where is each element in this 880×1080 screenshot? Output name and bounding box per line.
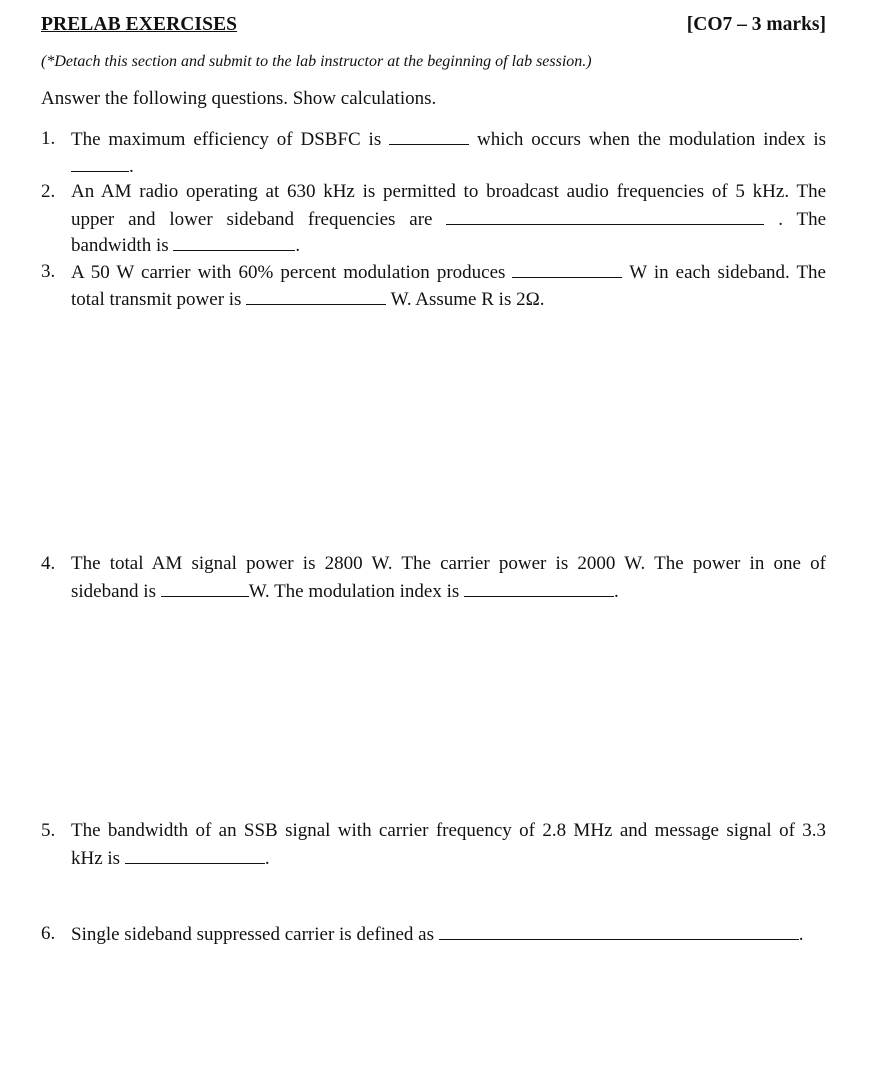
answer-blank-total-power[interactable] (246, 288, 386, 305)
question-text: upper and lower sideband frequencies are (71, 209, 433, 230)
question-text: The maximum efficiency of DSBFC is (71, 129, 382, 150)
answer-blank-modulation-index[interactable] (464, 580, 614, 597)
question-line (71, 234, 826, 257)
question-text: . The (778, 209, 827, 230)
question-line (71, 288, 826, 311)
answer-blank-sideband-frequencies[interactable] (446, 208, 764, 225)
period: . (798, 924, 804, 945)
question-text: which occurs when the modulation index is (476, 129, 827, 150)
question-text: sideband is (71, 581, 156, 602)
period: . (129, 156, 134, 177)
answer-blank-modulation-index[interactable] (71, 155, 129, 172)
question-text: bandwidth is (71, 235, 169, 256)
question-line (71, 847, 826, 870)
question-number: 3. (41, 261, 56, 282)
question-number: 2. (41, 181, 56, 202)
period: . (295, 235, 301, 256)
question-text: kHz is (71, 848, 121, 869)
question-text: The bandwidth of an SSB signal with carrier frequency of 2.8 MHz and message signal of 3.3 (71, 820, 826, 841)
answer-blank-ssbsc-definition[interactable] (439, 923, 799, 940)
question-line (71, 580, 826, 603)
question-line (71, 208, 826, 231)
question-text: An AM radio operating at 630 kHz is permitted to broadcast audio frequencies of 5 kHz. The (71, 181, 826, 202)
answer-blank-sideband-power[interactable] (512, 261, 622, 278)
question-text: The total AM signal power is 2800 W. The carrier power is 2000 W. The power in one of (71, 553, 826, 574)
answer-blank-efficiency[interactable] (389, 128, 469, 145)
question-number: 6. (41, 923, 56, 944)
answer-blank-sideband-power[interactable] (161, 580, 249, 597)
question-line (71, 128, 826, 151)
question-text: Single sideband suppressed carrier is defined as (71, 924, 435, 945)
question-number: 1. (41, 128, 56, 149)
detach-note: (*Detach this section and submit to the lab instructor at the beginning of lab session.) (41, 53, 592, 70)
question-line (71, 923, 826, 946)
answer-blank-bandwidth[interactable] (125, 847, 265, 864)
question-text: W. The modulation index is (248, 581, 460, 602)
section-title: PRELAB EXERCISES (41, 14, 238, 35)
question-text: W. Assume R is 2Ω. (390, 289, 545, 310)
instruction-text: Answer the following questions. Show calculations. (41, 88, 437, 109)
question-text: W in each sideband. The (629, 262, 826, 283)
period: . (614, 581, 619, 602)
question-text: total transmit power is (71, 289, 242, 310)
marks-label: [CO7 – 3 marks] (686, 14, 826, 35)
question-line (71, 261, 826, 284)
period: . (264, 848, 270, 869)
question-line (71, 155, 826, 178)
answer-blank-bandwidth[interactable] (173, 234, 295, 251)
question-text: A 50 W carrier with 60% percent modulation produces (71, 262, 506, 283)
question-number: 5. (41, 820, 56, 841)
question-number: 4. (41, 553, 56, 574)
